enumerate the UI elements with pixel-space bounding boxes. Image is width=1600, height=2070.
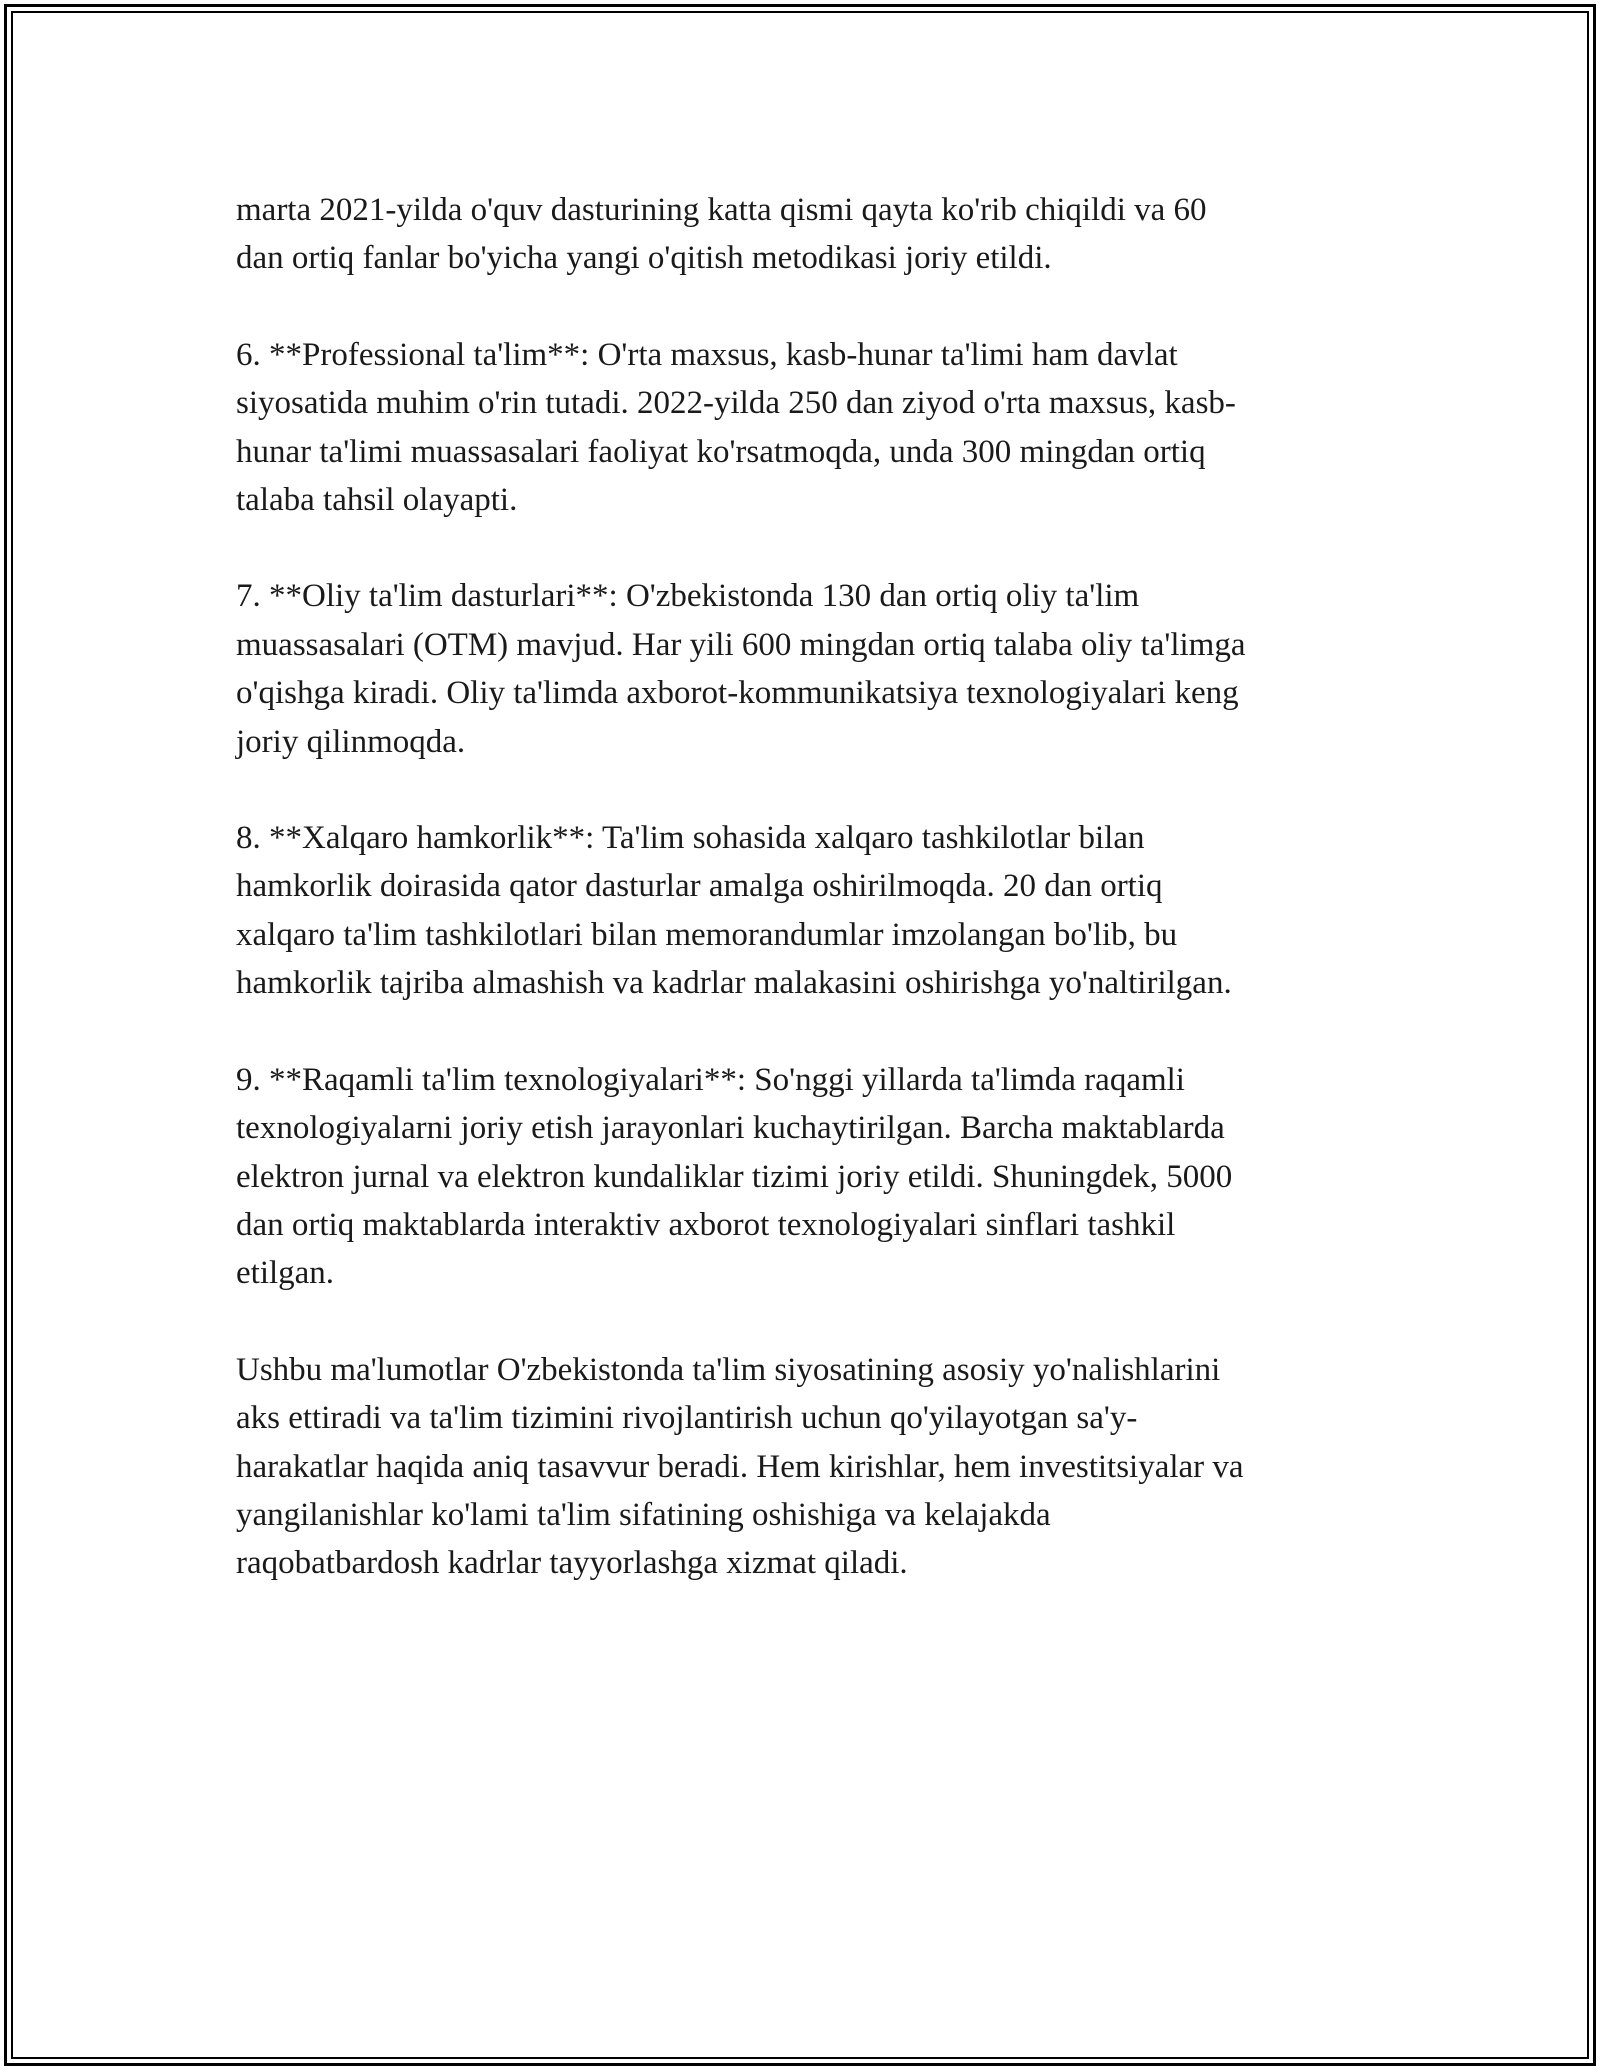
paragraph-higher-education: 7. **Oliy ta'lim dasturlari**: O'zbekistonda 130 dan ortiq oliy ta'lim muassasalari (OTM) mavjud. Har yili 600 mingdan ortiq talaba oliy ta'limga o'qishga kiradi. Oliy ta'limda axborot-kommunikatsiya texnologiyalari keng joriy qilinmoqda. bbox=[236, 578, 1246, 760]
paragraph-conclusion: Ushbu ma'lumotlar O'zbekistonda ta'lim siyosatining asosiy yo'nalishlarini aks ettiradi va ta'lim tizimini rivojlantirish uchun qo'yilayotgan sa'y- harakatlar haqida aniq tasavvur beradi. Hem kirishlar, hem investitsiyalar va yangilanishlar ko'lami ta'lim sifatining oshishiga va kelajakda raqobatbardosh kadrlar tayyorlashga xizmat qiladi. bbox=[236, 1351, 1244, 1582]
paragraph-professional-education: 6. **Professional ta'lim**: O'rta maxsus, kasb-hunar ta'limi ham davlat siyosatida muhim o'rin tutadi. 2022-yilda 250 dan ziyod o'rta maxsus, kasb- hunar ta'limi muassasalari faoliyat ko'rsatmoqda, unda 300 mingdan ortiq talaba tahsil olayapti. bbox=[236, 336, 1236, 519]
paragraph-curriculum-continuation: marta 2021-yilda o'quv dasturining katta qismi qayta ko'rib chiqildi va 60 dan ortiq fanlar bo'yicha yangi o'qitish metodikasi joriy etildi. bbox=[236, 192, 1207, 277]
document-body bbox=[236, 186, 1376, 1588]
paragraph-digital-education: 9. **Raqamli ta'lim texnologiyalari**: So'nggi yillarda ta'limda raqamli texnologiyalarni joriy etish jarayonlari kuchaytirilgan. Barcha maktablarda elektron jurnal va elektron kundaliklar tizimi joriy etildi. Shuningdek, 5000 dan ortiq maktablarda interaktiv axborot texnologiyalari sinflari tashkil etilgan. bbox=[236, 1061, 1233, 1292]
paragraph-international-cooperation: 8. **Xalqaro hamkorlik**: Ta'lim sohasida xalqaro tashkilotlar bilan hamkorlik doirasida qator dasturlar amalga oshirilmoqda. 20 dan ortiq xalqaro ta'lim tashkilotlari bilan memorandumlar imzolangan bo'lib, bu hamkorlik tajriba almashish va kadrlar malakasini oshirishga yo'naltirilgan. bbox=[236, 820, 1232, 1002]
